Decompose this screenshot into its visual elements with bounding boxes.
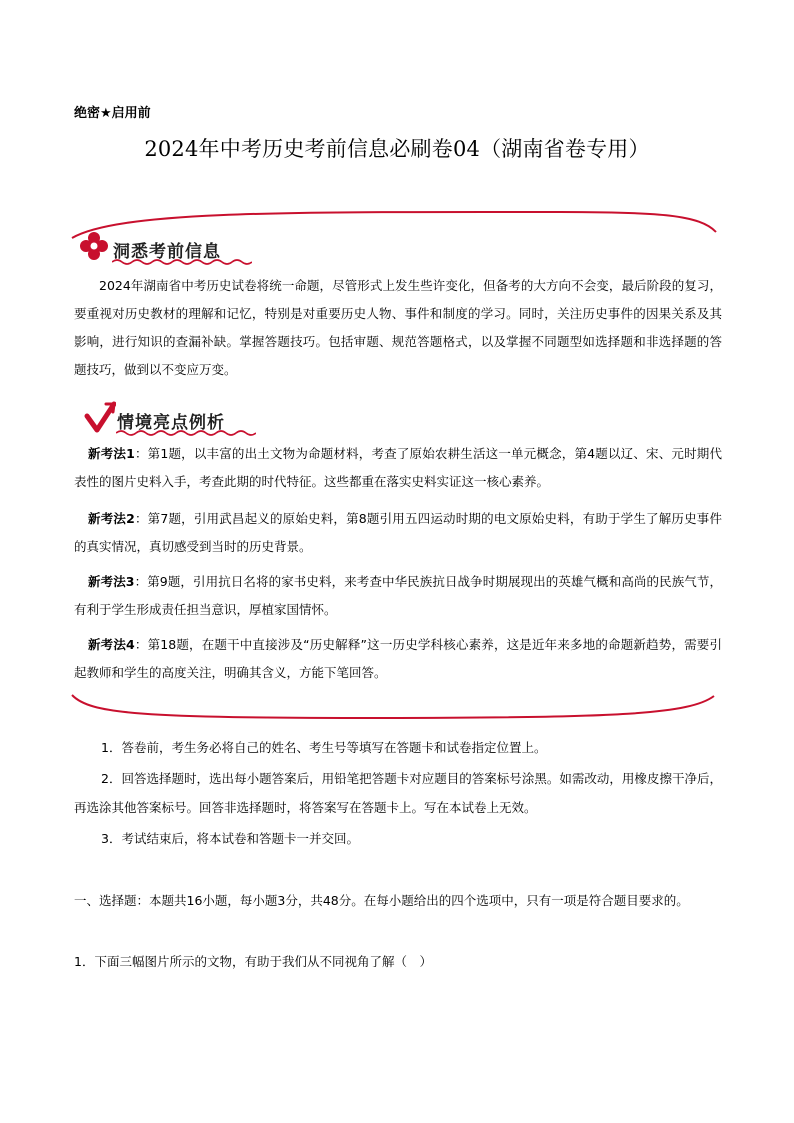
method-text: ：第7题，引用武昌起义的原始史料，第8题引用五四运动时期的电文原始史料，有助于学生了解历史事件的真实情况，真切感受到当时的历史背景。 xyxy=(74,511,722,554)
method-item xyxy=(74,568,722,624)
method-item xyxy=(74,631,722,687)
section-heading-highlights: 情境亮点例析 xyxy=(117,413,225,433)
method-text: ：第9题，引用抗日名将的家书史料，来考查中华民族抗日战争时期展现出的英雄气概和高尚的民族气节，有利于学生形成责任担当意识，厚植家国情怀。 xyxy=(74,574,722,617)
wavy-underline xyxy=(116,429,256,437)
method-item xyxy=(74,505,722,561)
flower-icon xyxy=(78,230,110,262)
method-label: 新考法2 xyxy=(88,511,135,526)
checkmark-icon xyxy=(84,400,116,434)
exam-instructions xyxy=(74,733,722,853)
method-item xyxy=(74,440,722,496)
instruction-item: 1．答卷前，考生务必将自己的姓名、考生号等填写在答题卡和试卷指定位置上。 xyxy=(101,740,547,755)
instruction-item: 3．考试结束后，将本试卷和答题卡一并交回。 xyxy=(101,831,359,846)
wavy-underline xyxy=(112,258,252,266)
page-title: 2024年中考历史考前信息必刷卷04（湖南省卷专用） xyxy=(144,137,650,161)
method-text: ：第18题，在题干中直接涉及“历史解释”这一历史学科核心素养，这是近年来多地的命题新趋势，需要引起教师和学生的高度关注，明确其含义，方能下笔回答。 xyxy=(74,637,722,680)
section-heading-choice: 一、选择题：本题共16小题，每小题3分，共48分。在每小题给出的四个选项中，只有一项是符合题目要求的。 xyxy=(74,893,689,908)
method-label: 新考法1 xyxy=(88,446,135,461)
method-label: 新考法4 xyxy=(88,637,135,652)
method-label: 新考法3 xyxy=(88,574,135,589)
secret-label: 绝密★启用前 xyxy=(74,106,151,121)
intro-paragraph: 2024年湖南省中考历史试卷将统一命题，尽管形式上发生些许变化，但备考的大方向不会变，最后阶段的复习，要重视对历史教材的理解和记忆，特别是对重要历史人物、事件和制度的学习。同时，关注历史事件的因果关系及其影响，进行知识的查漏补缺。掌握答题技巧。包括审题、规范答题格式，以及掌握不同题型如选择题和非选择题的答题技巧，做到以不变应万变。 xyxy=(74,278,722,377)
method-text: ：第1题，以丰富的出土文物为命题材料，考查了原始农耕生活这一单元概念，第4题以辽、宋、元时期代表性的图片史料入手，考查此期的时代特征。这些都重在落实史料实证这一核心素养。 xyxy=(74,446,722,489)
question-1: 1．下面三幅图片所示的文物，有助于我们从不同视角了解（ ） xyxy=(74,954,432,969)
instruction-item: 2．回答选择题时，选出每小题答案后，用铅笔把答题卡对应题目的答案标号涂黑。如需改动，用橡皮擦干净后，再选涂其他答案标号。回答非选择题时，将答案写在答题卡上。写在本试卷上无效。 xyxy=(74,771,722,815)
section-heading-exam-info: 洞悉考前信息 xyxy=(113,242,221,262)
